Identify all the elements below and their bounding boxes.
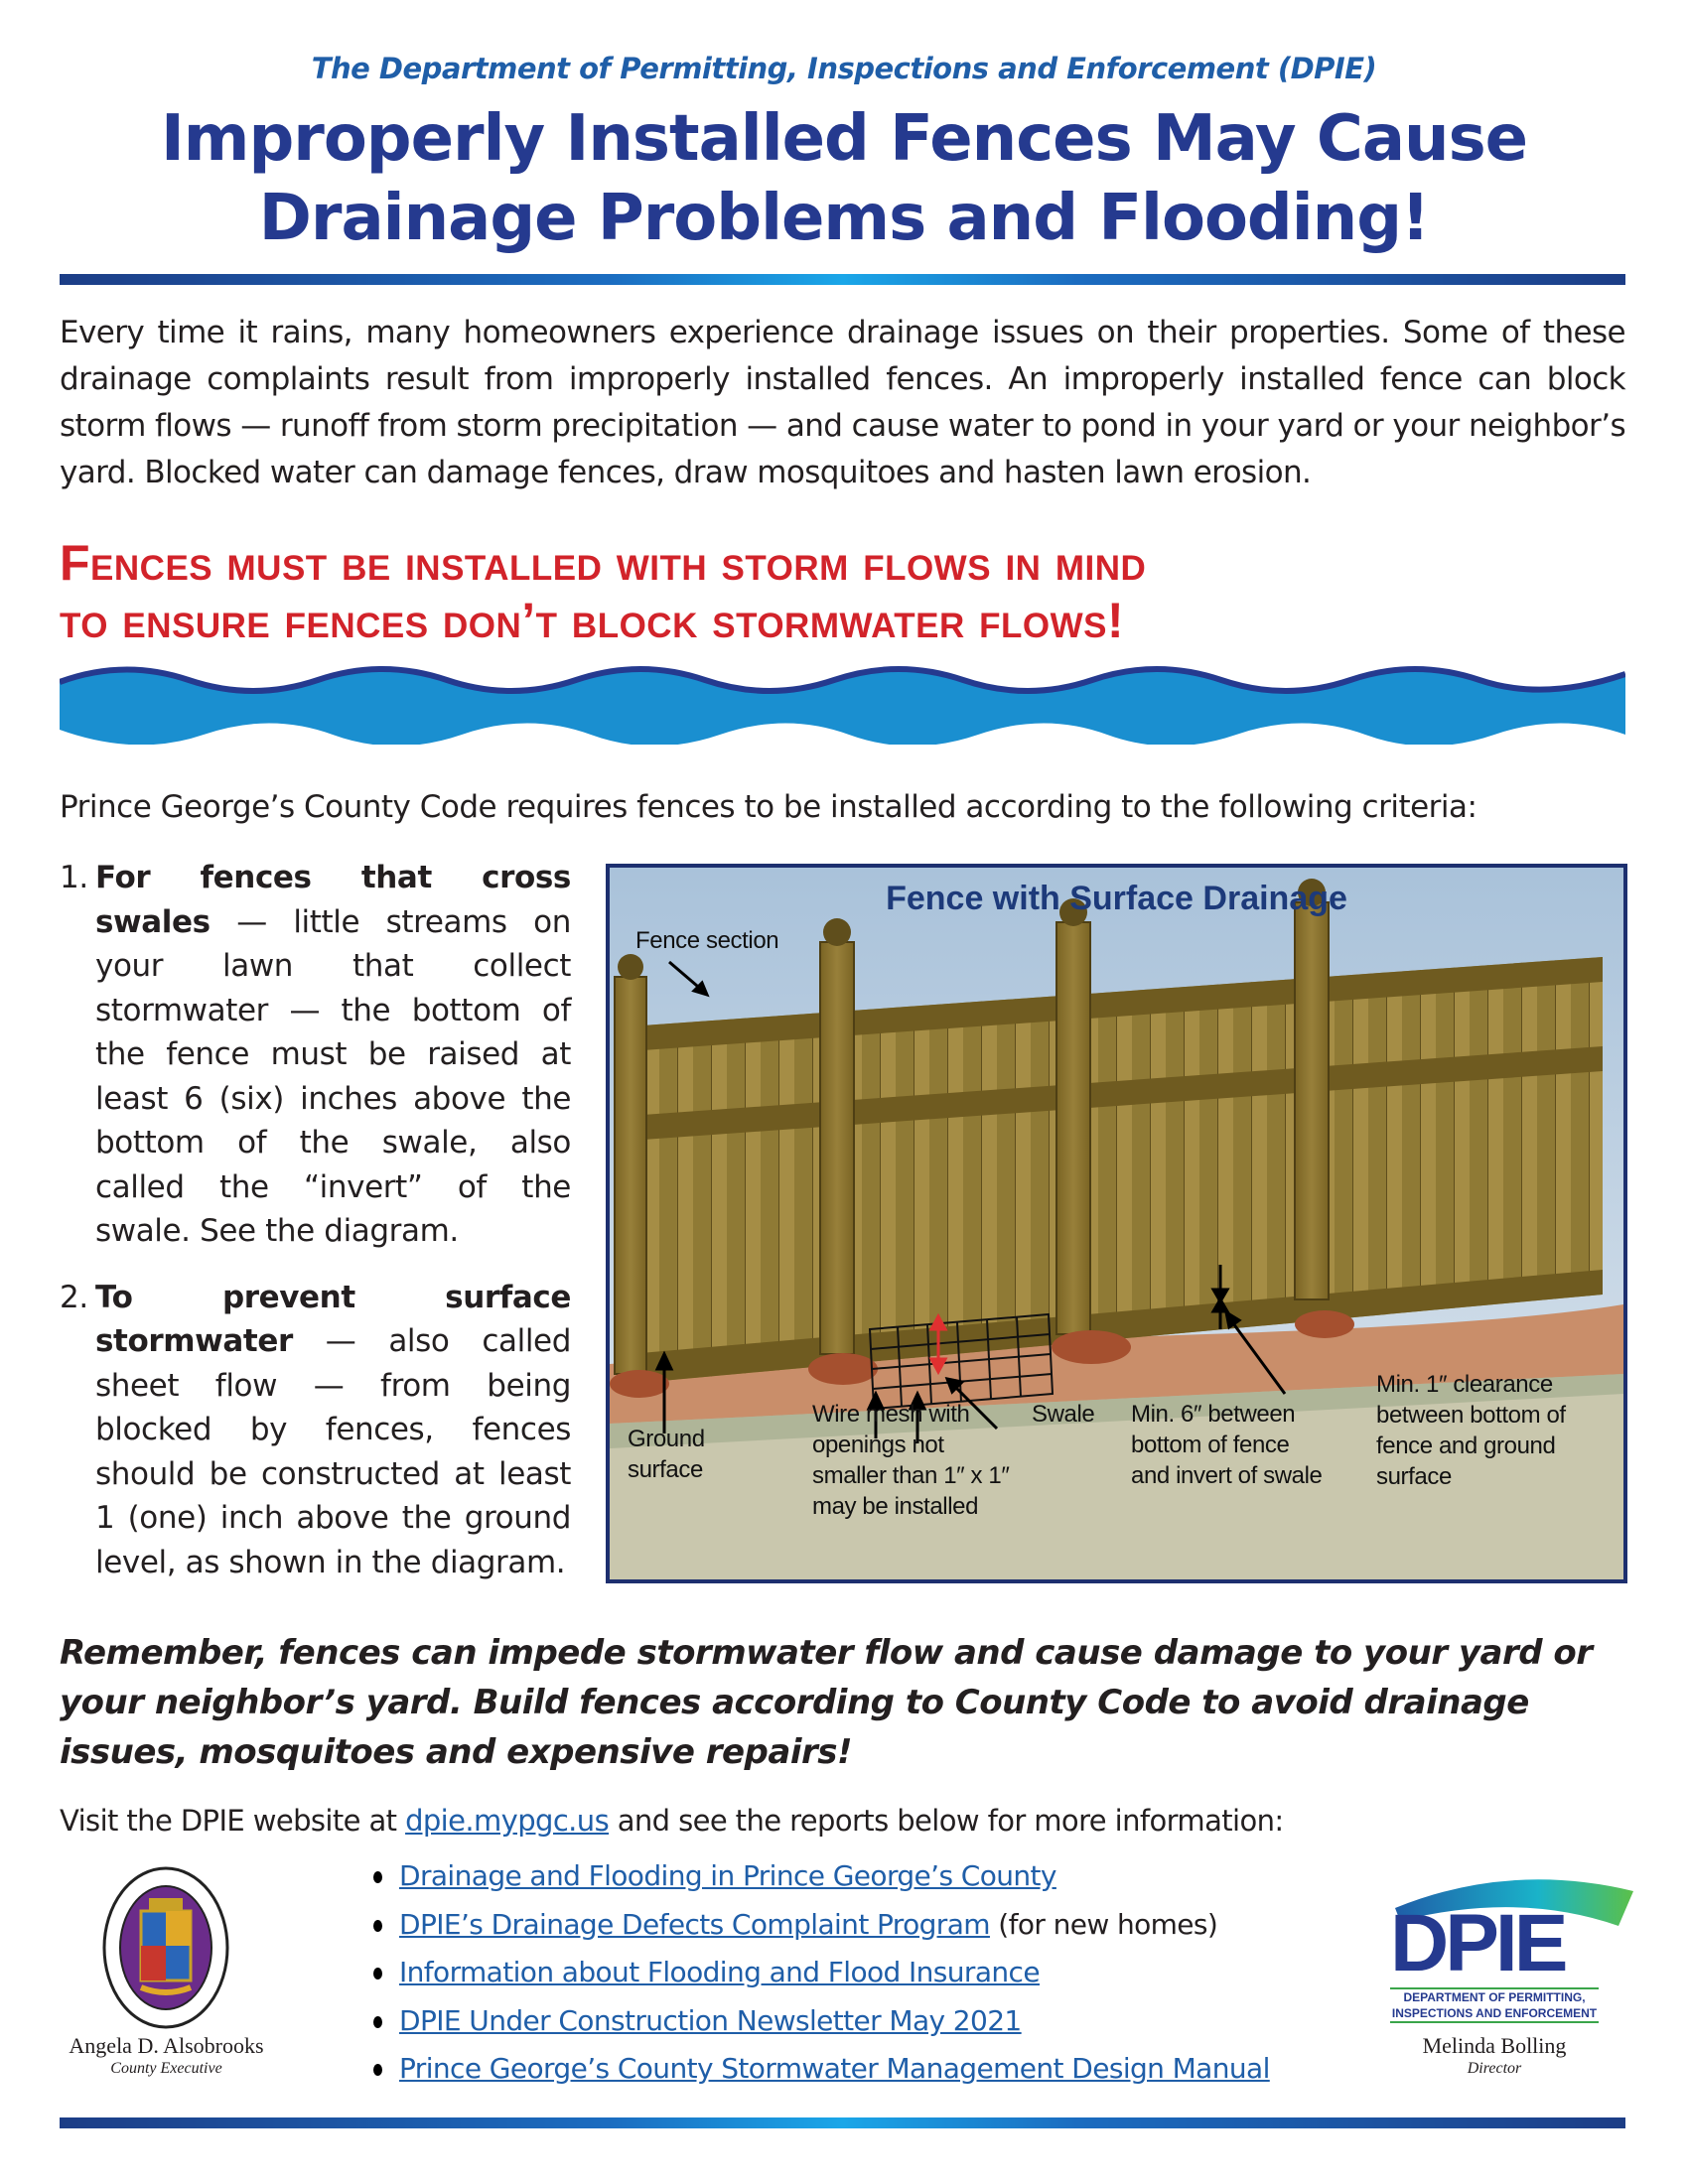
label-line: Wire mesh with: [812, 1401, 970, 1428]
label-ground-surface: [628, 1424, 705, 1485]
label-swale: Swale: [1032, 1401, 1095, 1428]
report-link-item: [367, 2045, 1270, 2094]
label-fence-section: Fence section: [635, 927, 779, 954]
alert-line-1: Fences must be installed with storm flows in mind: [60, 535, 1147, 591]
reminder-paragraph: Remember, fences can impede stormwater flow and cause damage to your yard or your neighbor’s yard. Build fences according to County Code to avoid drainage issues, mosquitoes and expensive repairs!: [60, 1633, 1593, 1772]
criteria-bold: To prevent surface stormwater: [95, 1279, 571, 1359]
label-line: and invert of swale: [1131, 1462, 1323, 1489]
title-line-2: Drainage Problems and Flooding!: [258, 182, 1430, 255]
criteria-item: [60, 1276, 571, 1585]
criteria-item: [60, 856, 571, 1254]
label-line: may be installed: [812, 1493, 979, 1520]
label-min-1: [1376, 1369, 1566, 1492]
intro-paragraph: Every time it rains, many homeowners experience drainage issues on their properties. Some of these drainage complaints result from improperly installed fences. An improperly installed fence can block storm flows — runoff from storm precipitation — and cause water to pond in your yard or your neighbor’s yard. Blocked water can damage fences, draw mosquitoes and hasten lawn erosion.: [60, 315, 1625, 490]
report-link-item: [367, 1997, 1270, 2046]
diagram-title: Fence with Surface Drainage: [886, 880, 1347, 917]
label-line: surface: [1376, 1463, 1452, 1490]
label-line: openings not: [812, 1432, 944, 1458]
label-line: bottom of fence: [1131, 1432, 1290, 1458]
county-executive-role: County Executive: [110, 2060, 222, 2077]
link-drainage-defects[interactable]: DPIE’s Drainage Defects Complaint Program: [399, 1907, 990, 1941]
criteria-number: 1.: [60, 860, 88, 895]
department-subtitle: The Department of Permitting, Inspections and Enforcement (DPIE): [311, 52, 1377, 85]
visit-line: [60, 1804, 1284, 1838]
director-role: Director: [1467, 2060, 1522, 2077]
dpie-logo: [1390, 1866, 1648, 2045]
report-links: [367, 1852, 1270, 2094]
county-seal-logo: [101, 1866, 230, 2030]
dpie-logo-subtext: INSPECTIONS AND ENFORCEMENT: [1391, 2006, 1598, 2020]
link-drainage-flooding[interactable]: Drainage and Flooding in Prince George’s County: [399, 1859, 1056, 1892]
report-link-item: [367, 1901, 1270, 1950]
label-line: between bottom of: [1376, 1402, 1566, 1429]
link-suffix: (for new homes): [989, 1907, 1218, 1941]
alert-line-2: to ensure fences don’t block stormwater flows!: [60, 593, 1125, 648]
dpie-logo-subtext: DEPARTMENT OF PERMITTING,: [1403, 1990, 1586, 2004]
label-wire-mesh: [812, 1399, 1009, 1522]
criteria-number: 2.: [60, 1279, 88, 1315]
bottom-divider: [60, 2117, 1625, 2128]
link-stormwater-manual[interactable]: Prince George’s County Stormwater Management Design Manual: [399, 2052, 1270, 2085]
label-line: Ground: [628, 1426, 705, 1452]
report-link-item: [367, 1949, 1270, 1997]
label-line: fence and ground: [1376, 1433, 1556, 1459]
label-line: Min. 6″ between: [1131, 1401, 1296, 1428]
alert-heading: [60, 534, 1638, 649]
dpie-website-link[interactable]: dpie.mypgc.us: [405, 1804, 610, 1838]
link-flood-insurance[interactable]: Information about Flooding and Flood Insurance: [399, 1956, 1040, 1988]
county-executive-name: Angela D. Alsobrooks: [69, 2033, 264, 2058]
criteria-bold: For fences that cross swales: [95, 860, 571, 940]
criteria-text: — little streams on your lawn that collect stormwater — the bottom of the fence must be raised at least 6 (six) inches above the bottom of the swale, also called the “invert” of the swale. See the diagram.: [95, 903, 571, 1249]
report-link-item: [367, 1852, 1270, 1901]
criteria-text: — also called sheet flow — from being blocked by fences, fences should be constructed at least 1 (one) inch above the ground level, as shown in the diagram.: [95, 1323, 571, 1580]
label-min-6: [1131, 1399, 1323, 1491]
fence-diagram: [606, 864, 1627, 1583]
page-title: [0, 99, 1688, 258]
label-line: surface: [628, 1456, 703, 1483]
label-line: smaller than 1″ x 1″: [812, 1462, 1010, 1489]
water-waves-graphic: [60, 660, 1625, 745]
dpie-logo-subtitle: [1390, 1987, 1599, 2023]
label-line: Min. 1″ clearance: [1376, 1371, 1553, 1398]
criteria-intro: Prince George’s County Code requires fences to be installed according to the following criteria:: [60, 789, 1477, 825]
criteria-list: [60, 856, 571, 1606]
link-newsletter[interactable]: DPIE Under Construction Newsletter May 2021: [399, 2003, 1022, 2037]
top-divider: [60, 274, 1625, 285]
dpie-logo-text: DPIE: [1390, 1898, 1565, 1988]
director-name: Melinda Bolling: [1422, 2033, 1567, 2058]
title-line-1: Improperly Installed Fences May Cause: [160, 102, 1528, 176]
visit-text: Visit the DPIE website at: [60, 1804, 406, 1838]
visit-text: and see the reports below for more information:: [609, 1804, 1284, 1838]
